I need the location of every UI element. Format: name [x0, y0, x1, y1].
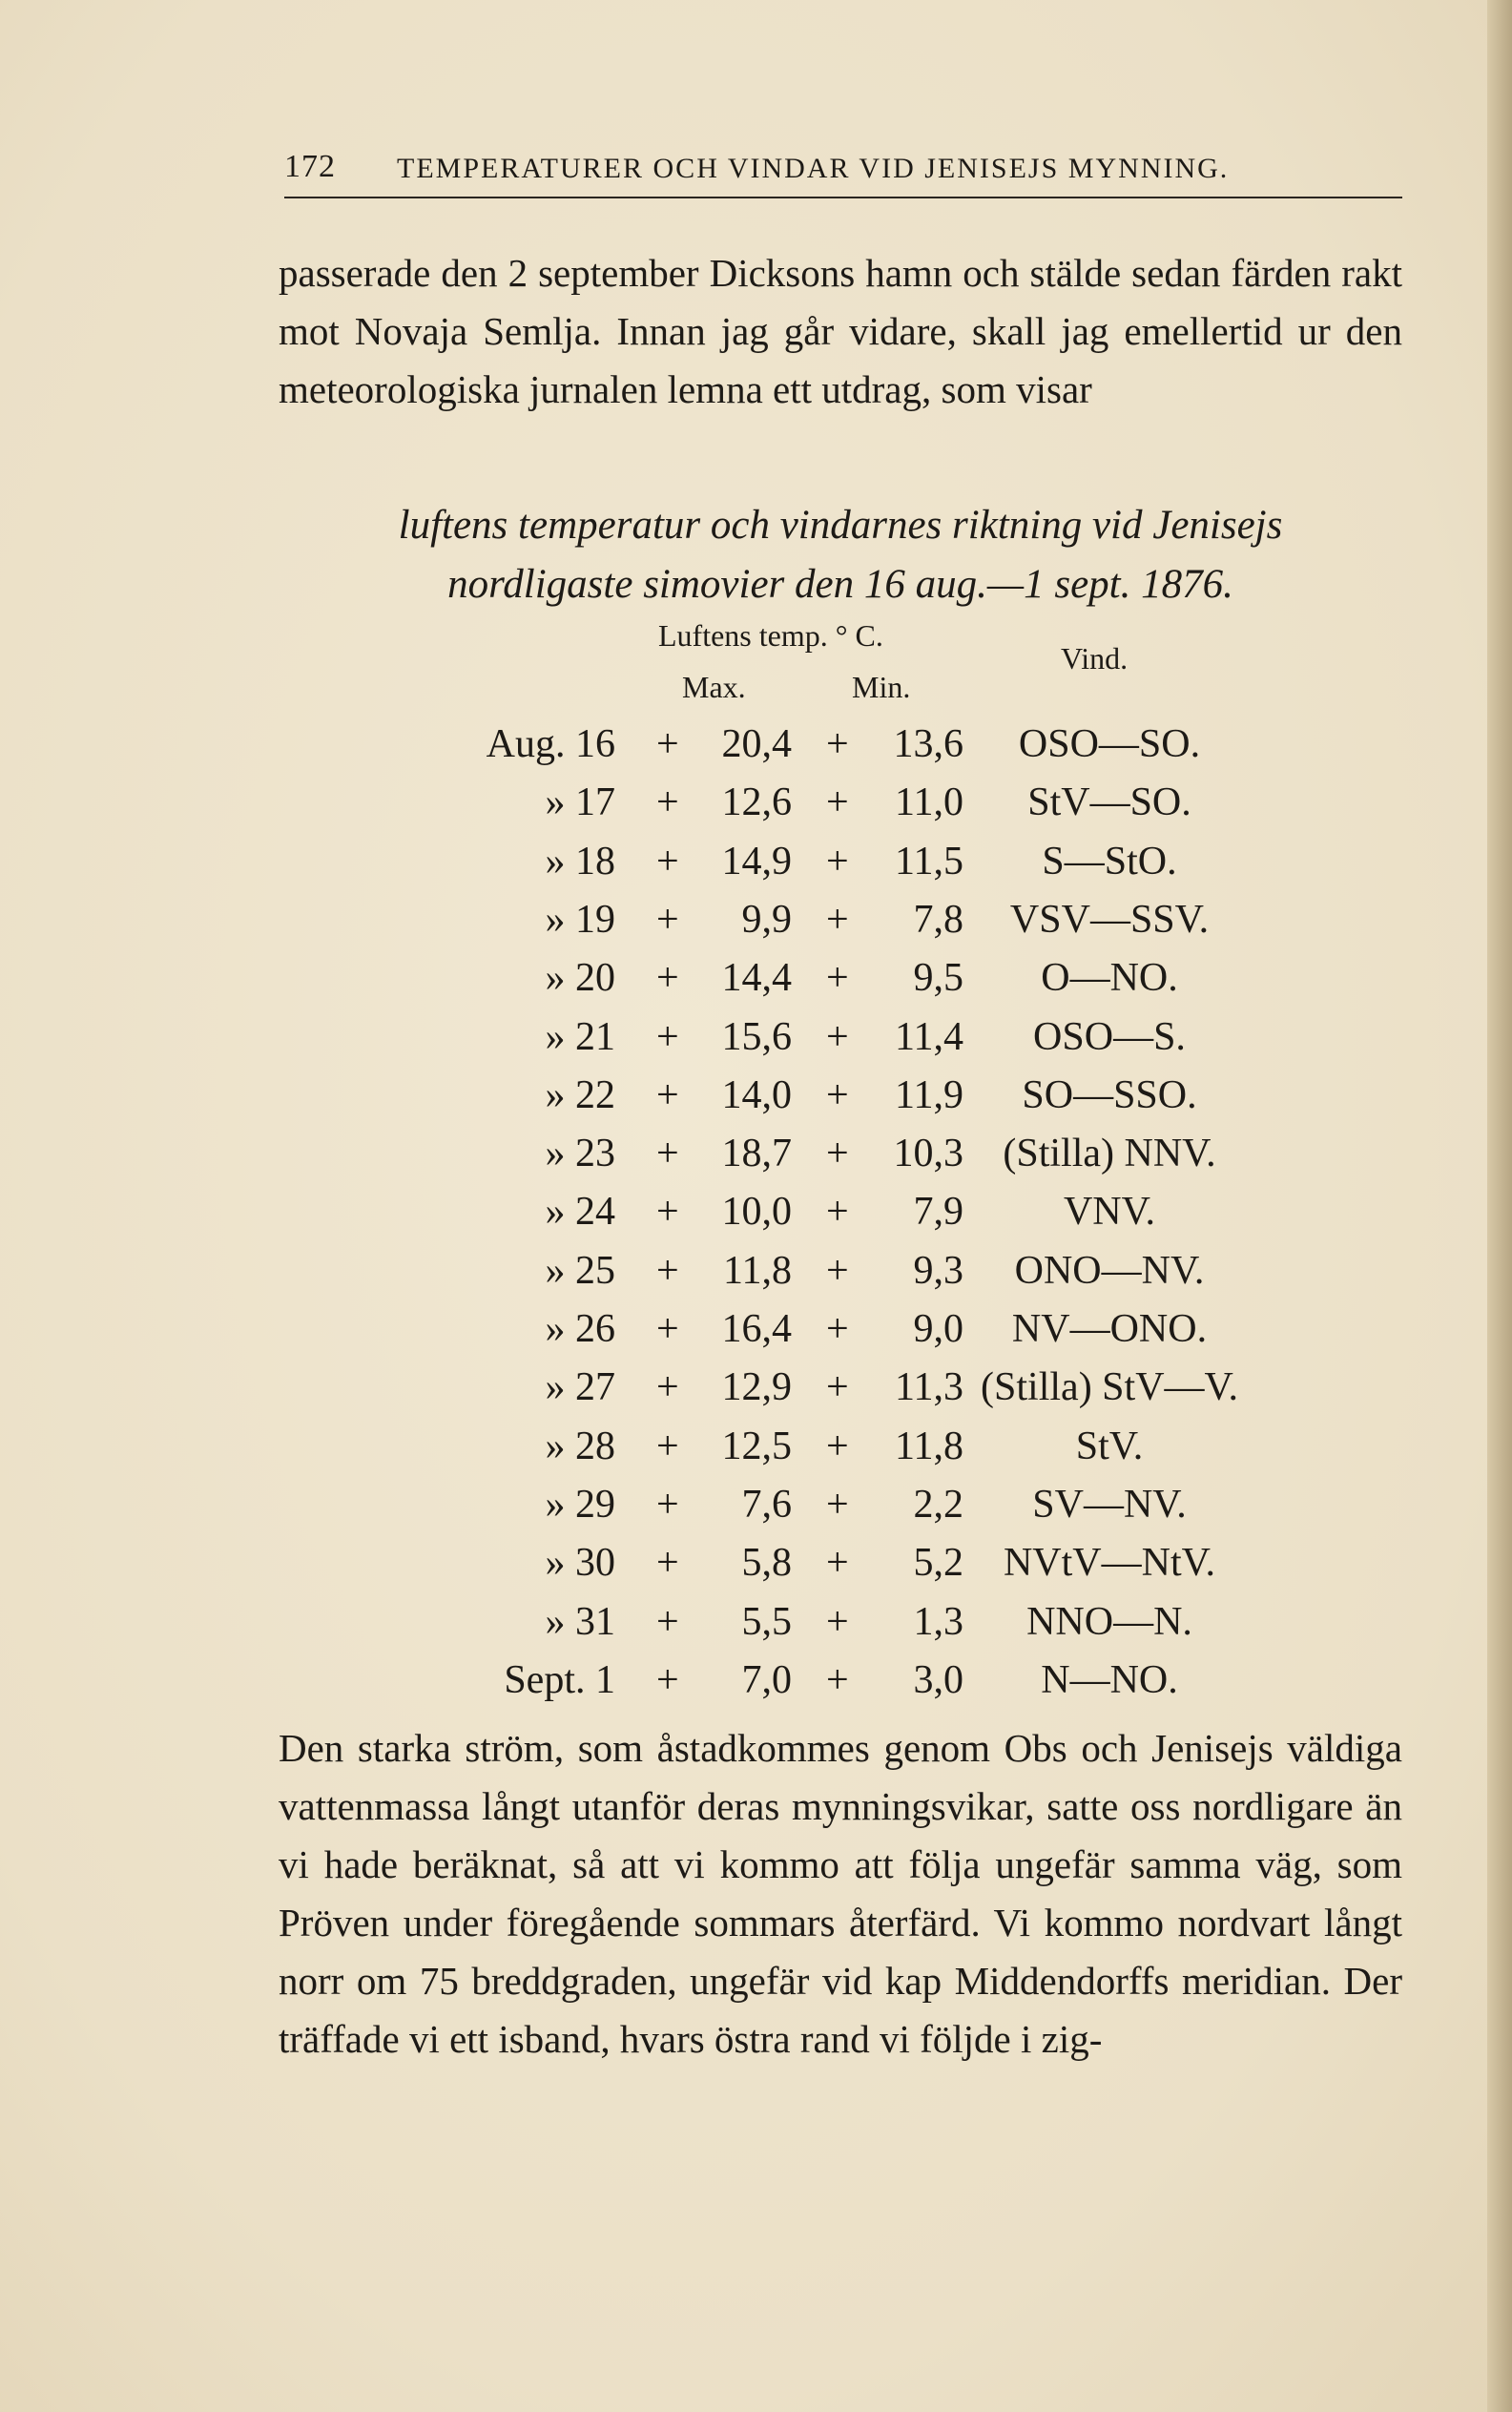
table-row [0, 1364, 1512, 1424]
wind-direction: VSV—SSV. [1009, 897, 1210, 942]
table-row [0, 1306, 1512, 1365]
min-temperature: 11,4 [895, 1014, 963, 1059]
table-row [0, 1657, 1512, 1716]
table-row [0, 1540, 1512, 1599]
min-plus-sign: + [826, 1014, 849, 1059]
table-row [0, 839, 1512, 898]
row-date-label: Sept. 1 [504, 1657, 615, 1702]
max-temperature: 10,0 [721, 1190, 792, 1235]
wind-direction: SV—NV. [1032, 1482, 1187, 1527]
max-column-header: Max. [682, 670, 746, 704]
wind-direction: StV—SO. [1027, 780, 1191, 825]
row-date-label: » 22 [545, 1072, 615, 1117]
row-date-label: » 19 [545, 897, 615, 942]
min-plus-sign: + [826, 956, 849, 1001]
row-date-label: » 18 [545, 839, 615, 884]
max-plus-sign: + [656, 956, 679, 1001]
table-row [0, 780, 1512, 839]
min-plus-sign: + [826, 1072, 849, 1117]
min-temperature: 11,8 [895, 1424, 963, 1468]
paragraph-continuation: Den starka ström, som åstadkommes genom Obs och Jenisejs väldiga vattenmassa långt utanför deras mynningsvikar, satte oss nordligare än vi hade beräknat, så att vi kommo att följa ungefär samma väg, som Pröven under föregående sommars återfärd. Vi kommo nordvart långt norr om 75 breddgraden, ungefär vid kap Middendorffs meridian. Der träffade vi ett isband, hvars östra rand vi följde i zig- [279, 1726, 1402, 2061]
page-header [284, 149, 1402, 198]
wind-direction: NVtV—NtV. [1003, 1541, 1216, 1586]
min-temperature: 13,6 [893, 722, 963, 766]
table-row [0, 1189, 1512, 1248]
max-plus-sign: + [656, 1599, 679, 1644]
max-temperature: 12,5 [721, 1424, 792, 1468]
max-temperature: 5,8 [741, 1541, 792, 1586]
wind-direction: StV. [1075, 1424, 1144, 1468]
max-temperature: 5,5 [741, 1599, 792, 1644]
min-temperature: 11,9 [895, 1072, 963, 1117]
max-plus-sign: + [656, 1072, 679, 1117]
row-date-label: » 28 [545, 1424, 615, 1468]
temperature-group-header: Luftens temp. ° C. [658, 618, 883, 653]
min-temperature: 9,0 [913, 1307, 963, 1351]
wind-direction: OSO—S. [1033, 1014, 1186, 1059]
table-row [0, 721, 1512, 780]
table-row [0, 1131, 1512, 1190]
min-temperature: 5,2 [913, 1541, 963, 1586]
min-temperature: 3,0 [913, 1657, 963, 1702]
table-title-line-1: luftens temperatur och vindarnes riktning vid Jenisejs [398, 503, 1283, 548]
table-row [0, 1599, 1512, 1658]
max-temperature: 14,4 [721, 956, 792, 1001]
row-date-label: » 20 [545, 956, 615, 1001]
max-plus-sign: + [656, 1424, 679, 1468]
paragraph-intro: passerade den 2 september Dicksons hamn och stälde sedan färden rakt mot Novaja Semlja. Innan jag går vidare, skall jag emellertid ur den meteorologiska jurnalen lemna ett utdrag, som visar [279, 251, 1402, 411]
max-temperature: 11,8 [723, 1248, 792, 1293]
max-temperature: 15,6 [721, 1014, 792, 1059]
max-temperature: 16,4 [721, 1307, 792, 1351]
row-date-label: » 21 [545, 1014, 615, 1059]
table-row [0, 1482, 1512, 1541]
running-title: TEMPERATURER OCH VINDAR VID JENISEJS MYNNING. [397, 153, 1230, 184]
page-number: 172 [284, 149, 336, 184]
max-temperature: 18,7 [721, 1132, 792, 1176]
min-plus-sign: + [826, 1541, 849, 1586]
min-temperature: 2,2 [913, 1482, 963, 1527]
wind-direction: N—NO. [1041, 1657, 1178, 1702]
wind-direction: (Stilla) NNV. [1003, 1132, 1216, 1176]
min-plus-sign: + [826, 722, 849, 766]
max-plus-sign: + [656, 1190, 679, 1235]
max-temperature: 7,0 [741, 1657, 792, 1702]
min-plus-sign: + [826, 1190, 849, 1235]
min-column-header: Min. [852, 670, 911, 704]
min-temperature: 11,5 [895, 839, 963, 884]
min-plus-sign: + [826, 1307, 849, 1351]
wind-column-header: Vind. [1061, 641, 1129, 676]
row-date-label: » 26 [545, 1307, 615, 1351]
min-plus-sign: + [826, 1599, 849, 1644]
min-temperature: 1,3 [913, 1599, 963, 1644]
min-temperature: 9,5 [913, 956, 963, 1001]
max-plus-sign: + [656, 1248, 679, 1293]
min-plus-sign: + [826, 1248, 849, 1293]
row-date-label: » 24 [545, 1190, 615, 1235]
table-row [0, 1072, 1512, 1132]
max-temperature: 14,0 [721, 1072, 792, 1117]
wind-direction: S—StO. [1042, 839, 1177, 884]
table-row [0, 955, 1512, 1014]
wind-direction: O—NO. [1041, 956, 1178, 1001]
max-plus-sign: + [656, 722, 679, 766]
min-temperature: 7,8 [913, 897, 963, 942]
table-row [0, 1248, 1512, 1307]
wind-direction: ONO—NV. [1014, 1248, 1205, 1293]
row-date-label: » 23 [545, 1132, 615, 1176]
row-date-label: » 27 [545, 1365, 615, 1410]
max-temperature: 12,6 [721, 780, 792, 825]
max-plus-sign: + [656, 1482, 679, 1527]
max-temperature: 9,9 [741, 897, 792, 942]
table-row [0, 897, 1512, 956]
row-date-label: » 30 [545, 1541, 615, 1586]
min-temperature: 11,0 [895, 780, 963, 825]
max-plus-sign: + [656, 1657, 679, 1702]
wind-direction: NNO—N. [1026, 1599, 1192, 1644]
min-plus-sign: + [826, 1365, 849, 1410]
min-plus-sign: + [826, 1657, 849, 1702]
wind-direction: VNV. [1063, 1190, 1156, 1235]
wind-direction: SO—SSO. [1022, 1072, 1197, 1117]
max-temperature: 12,9 [721, 1365, 792, 1410]
max-plus-sign: + [656, 839, 679, 884]
min-temperature: 9,3 [913, 1248, 963, 1293]
max-temperature: 14,9 [721, 839, 792, 884]
row-date-label: » 31 [545, 1599, 615, 1644]
row-date-label: » 17 [545, 780, 615, 825]
max-plus-sign: + [656, 780, 679, 825]
wind-direction: OSO—SO. [1018, 722, 1201, 766]
table-title-line-2: nordligaste simovier den 16 aug.—1 sept. 1876. [447, 562, 1233, 607]
min-plus-sign: + [826, 839, 849, 884]
max-plus-sign: + [656, 1307, 679, 1351]
min-plus-sign: + [826, 1424, 849, 1468]
row-date-label: » 29 [545, 1482, 615, 1527]
min-temperature: 7,9 [913, 1190, 963, 1235]
max-plus-sign: + [656, 1541, 679, 1586]
max-temperature: 7,6 [741, 1482, 792, 1527]
wind-direction: NV—ONO. [1011, 1307, 1208, 1351]
row-date-label: » 25 [545, 1248, 615, 1293]
table-row [0, 1014, 1512, 1073]
min-plus-sign: + [826, 1132, 849, 1176]
max-plus-sign: + [656, 1365, 679, 1410]
wind-direction: (Stilla) StV—V. [981, 1365, 1238, 1410]
max-plus-sign: + [656, 1132, 679, 1176]
max-temperature: 20,4 [721, 722, 792, 766]
min-plus-sign: + [826, 780, 849, 825]
min-plus-sign: + [826, 1482, 849, 1527]
min-temperature: 10,3 [893, 1132, 963, 1176]
max-plus-sign: + [656, 897, 679, 942]
min-temperature: 11,3 [895, 1365, 963, 1410]
min-plus-sign: + [826, 897, 849, 942]
table-row [0, 1424, 1512, 1483]
row-date-label: Aug. 16 [486, 722, 615, 766]
max-plus-sign: + [656, 1014, 679, 1059]
